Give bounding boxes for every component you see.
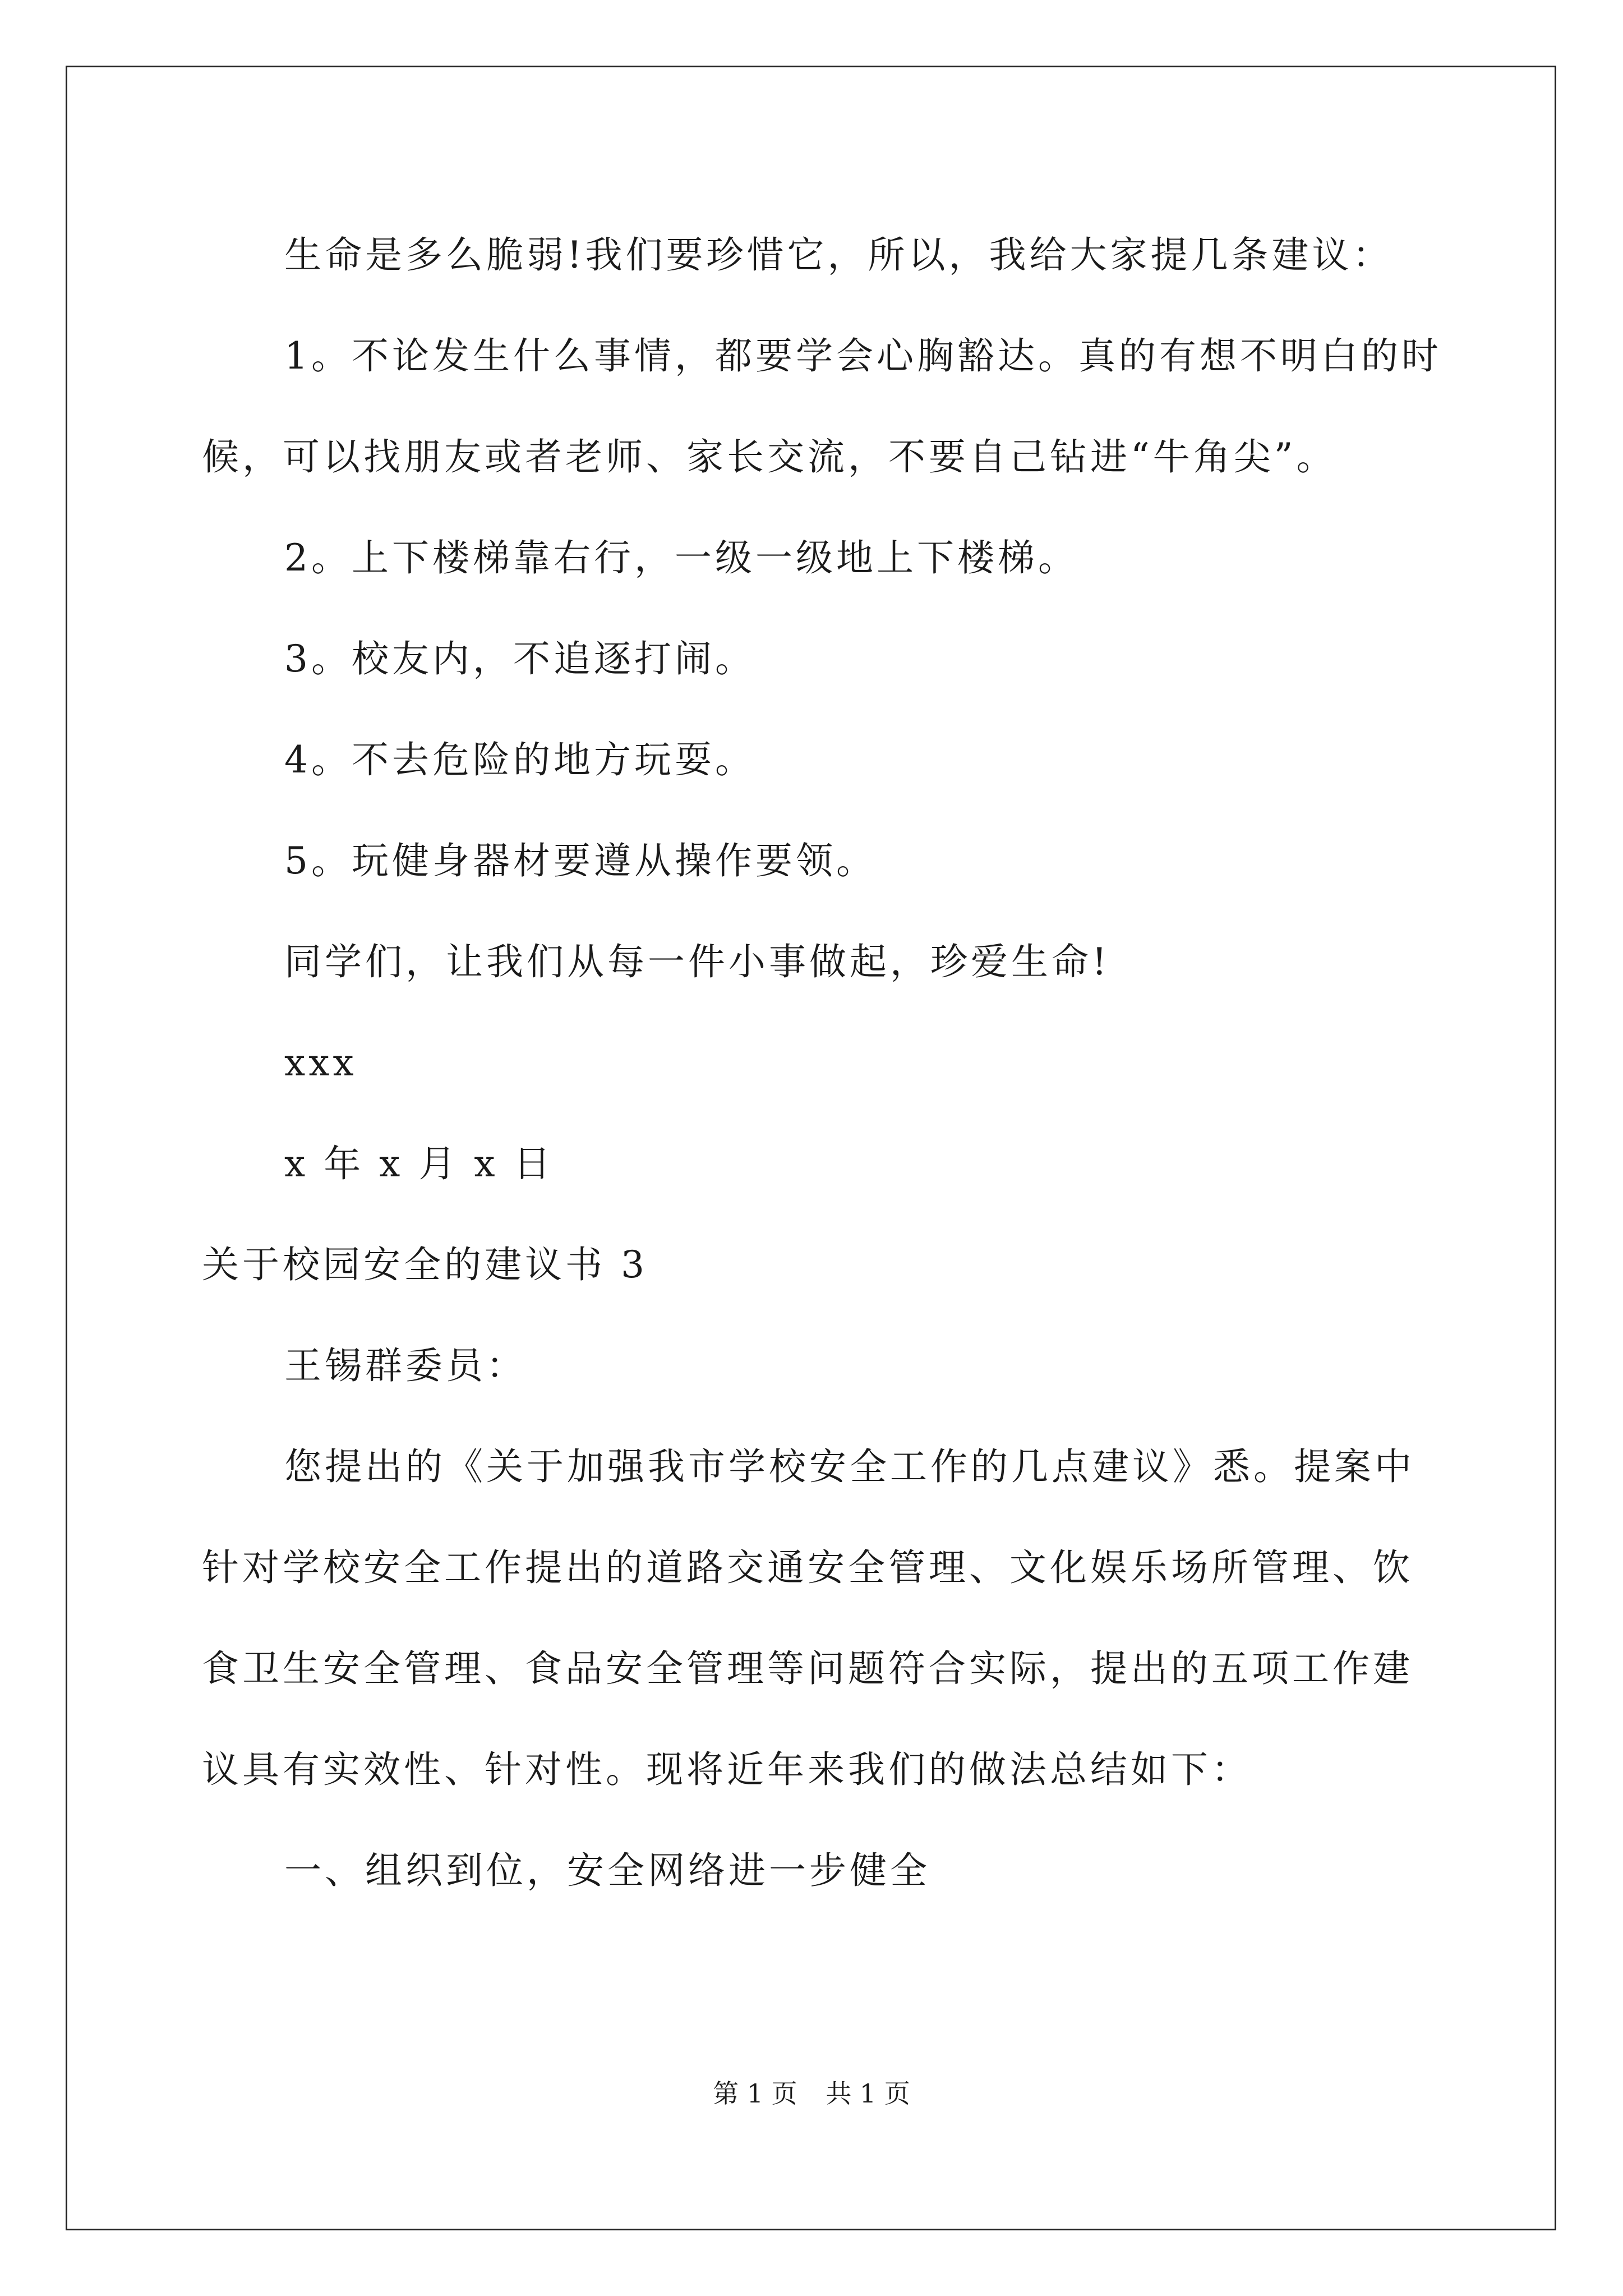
signature-date: x 年 x 月 x 日	[284, 1142, 554, 1185]
paragraph: 您提出的《关于加强我市学校安全工作的几点建议》悉。提案中	[284, 1445, 1415, 1488]
paragraph: 5。玩健身器材要遵从操作要领。	[284, 839, 877, 882]
page-number: 第 1 页	[713, 2078, 797, 2109]
paragraph: 2。上下楼梯靠右行，一级一级地上下楼梯。	[284, 536, 1078, 579]
salutation: 王锡群委员：	[284, 1344, 527, 1387]
total-pages: 共 1 页	[826, 2078, 910, 2109]
paragraph: 同学们，让我们从每一件小事做起，珍爱生命!	[284, 940, 1110, 983]
page-footer	[0, 2077, 1623, 2110]
signature-name: xxx	[284, 1041, 357, 1084]
paragraph-continuation: 候，可以找朋友或者老师、家长交流，不要自己钻进“牛角尖”。	[202, 435, 1337, 478]
paragraph-continuation: 针对学校安全工作提出的道路交通安全管理、文化娱乐场所管理、饮	[202, 1546, 1413, 1589]
paragraph: 4。不去危险的地方玩耍。	[284, 738, 755, 781]
paragraph: 生命是多么脆弱!我们要珍惜它，所以，我给大家提几条建议：	[284, 233, 1393, 277]
paragraph: 3。校友内，不追逐打闹。	[284, 637, 755, 680]
paragraph: 1。不论发生什么事情，都要学会心胸豁达。真的有想不明白的时	[284, 334, 1442, 378]
paragraph-continuation: 食卫生安全管理、食品安全管理等问题符合实际，提出的五项工作建	[202, 1647, 1413, 1690]
subheading: 一、组织到位，安全网络进一步健全	[284, 1849, 930, 1892]
paragraph-continuation: 议具有实效性、针对性。现将近年来我们的做法总结如下：	[202, 1748, 1252, 1791]
section-title: 关于校园安全的建议书 3	[202, 1243, 648, 1286]
